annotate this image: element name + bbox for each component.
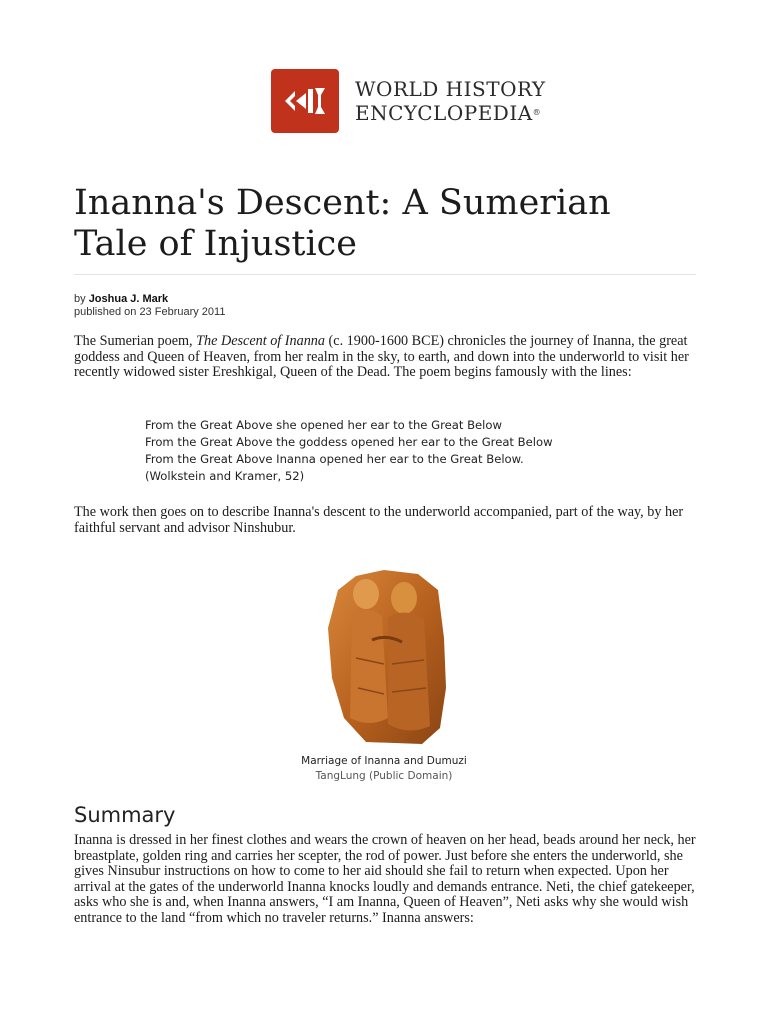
poem-quote: [145, 417, 705, 485]
logo-line-2: ENCYCLOPEDIA®: [355, 101, 542, 125]
publish-date: published on 23 February 2011: [74, 306, 226, 318]
quote-citation: (Wolkstein and Kramer, 52): [145, 469, 305, 483]
quote-line: From the Great Above she opened her ear to the Great Below: [145, 418, 502, 432]
paragraph-summary: Inanna is dressed in her finest clothes and wears the crown of heaven on her head, beads around her neck, her breastplate, golden ring and carries her scepter, the rod of power. Just before she enters the underworld, she gives Ninsubur instructions on how to come to her aid should she fail to return when expected. Upon her arrival at the gates of the underworld Inanna knocks loudly and demands entrance. Neti, the chief gatekeeper, asks who she is and, when Inanna answers, “I am Inanna, Queen of Heaven”, Neti asks why she would wish entrance to the land “from which no traveler returns.” Inanna answers:: [74, 832, 696, 926]
section-heading-summary: Summary: [74, 803, 176, 827]
relief-image: [326, 568, 448, 745]
figure-credit[interactable]: TangLung (Public Domain): [315, 770, 453, 782]
byline: [74, 292, 168, 306]
quote-line: From the Great Above the goddess opened her ear to the Great Below: [145, 435, 553, 449]
quote-line: From the Great Above Inanna opened her ear to the Great Below.: [145, 452, 524, 466]
author-name[interactable]: Joshua J. Mark: [88, 293, 169, 305]
byline-prefix: by: [74, 293, 86, 305]
site-logo[interactable]: [271, 69, 546, 133]
logo-line-1: WORLD HISTORY: [355, 77, 546, 101]
paragraph-descent: The work then goes on to describe Inanna's descent to the underworld accompanied, part of the way, by her faithful servant and advisor Ninshubur.: [74, 504, 684, 536]
title-divider: [74, 274, 696, 275]
logo-wordmark: [355, 77, 546, 125]
article-title: Inanna's Descent: A Sumerian Tale of Injustice: [74, 183, 611, 264]
logo-mark-icon: [271, 69, 339, 133]
registered-mark: ®: [532, 108, 542, 117]
figure-caption: Marriage of Inanna and Dumuzi: [301, 755, 467, 767]
paragraph-intro: The Sumerian poem, The Descent of Inanna (c. 1900-1600 BCE) chronicles the journey of Inanna, the great goddess and Queen of Heaven, from her realm in the sky, to earth, and down into the underworld to visit her recently widowed sister Ereshkigal, Queen of the Dead. The poem begins famously with the lines:: [74, 333, 689, 381]
poem-title: The Descent of Inanna: [196, 333, 325, 349]
